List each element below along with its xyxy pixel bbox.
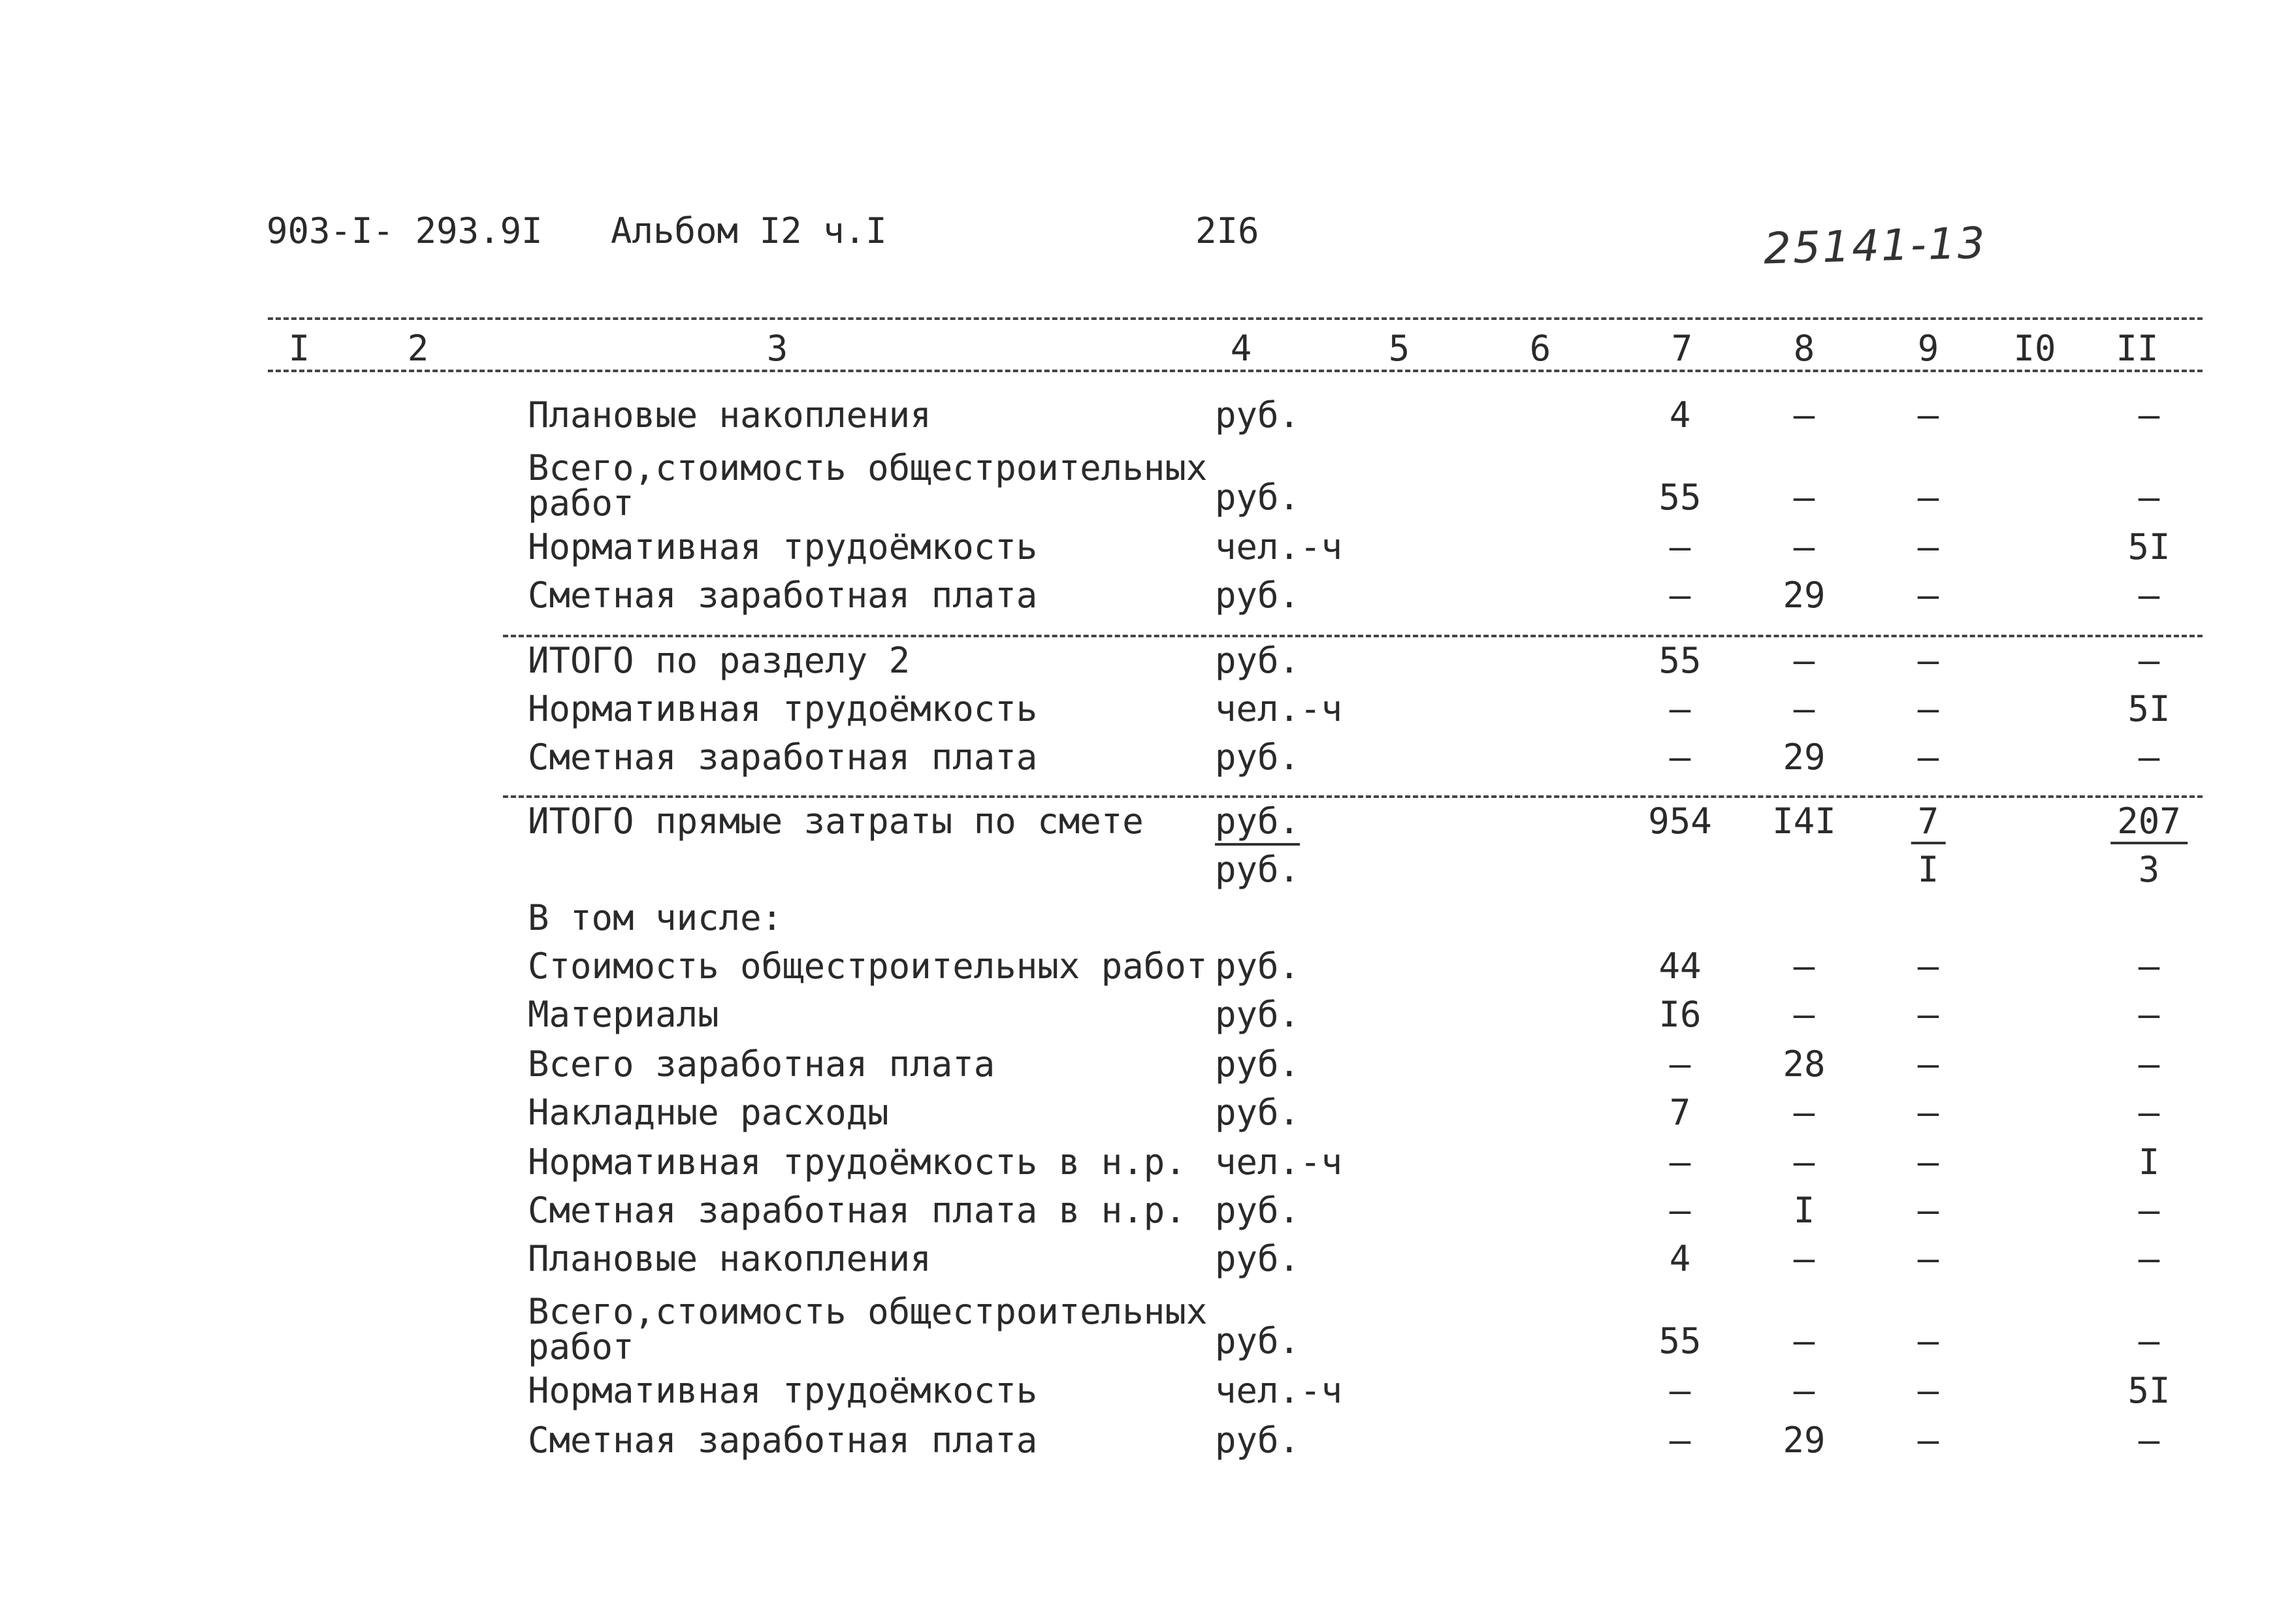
item-unit: руб. [1215, 849, 1300, 890]
section-rule [503, 635, 2203, 637]
value-col8: 28 [1783, 1043, 1826, 1085]
item-unit: руб. [1215, 477, 1300, 518]
value-col8: – [1793, 477, 1815, 518]
table-row [0, 1190, 2294, 1238]
column-number: II [2116, 328, 2159, 369]
table-row [0, 1238, 2294, 1286]
table-row [0, 849, 2294, 897]
item-unit: руб. [1215, 575, 1300, 616]
column-number: 9 [1917, 328, 1939, 369]
doc-code: 903-I- 293.9I [267, 210, 543, 251]
value-col11: 5I [2127, 688, 2171, 729]
value-col9-denominator: I [1917, 849, 1939, 890]
value-col7: – [1669, 737, 1691, 778]
item-unit: руб. [1215, 994, 1300, 1035]
column-number: I0 [2013, 328, 2056, 369]
value-col8: I4I [1772, 801, 1836, 842]
value-col7: 55 [1658, 477, 1702, 518]
table-row [0, 946, 2294, 994]
item-name: Нормативная трудоёмкость в н.р. [528, 1141, 1186, 1183]
item-unit: руб. [1215, 946, 1300, 987]
item-unit: руб. [1215, 1043, 1300, 1085]
value-col8: 29 [1783, 737, 1826, 778]
item-name-line2: работ [528, 1326, 634, 1367]
value-col7: 4 [1669, 1238, 1691, 1279]
value-col7: I6 [1658, 994, 1702, 1035]
item-name: Плановые накопления [528, 1238, 931, 1279]
value-col9: – [1917, 1190, 1939, 1231]
column-number: 6 [1529, 328, 1551, 369]
value-col7: – [1669, 1370, 1691, 1411]
item-name: Сметная заработная плата [528, 737, 1038, 778]
value-col8: – [1793, 994, 1815, 1035]
column-number: 2 [407, 328, 429, 369]
column-number: 8 [1793, 328, 1815, 369]
value-col9: – [1917, 477, 1939, 518]
value-col7: – [1669, 1141, 1691, 1183]
value-col11: – [2138, 640, 2160, 681]
value-col7: – [1669, 688, 1691, 729]
value-col9: – [1917, 526, 1939, 567]
item-unit: руб. [1215, 1190, 1300, 1231]
value-col9: – [1917, 394, 1939, 436]
value-col8: – [1793, 946, 1815, 987]
value-col7: – [1669, 1043, 1691, 1085]
value-col9: – [1917, 737, 1939, 778]
value-col8: 29 [1783, 1420, 1826, 1461]
item-unit: руб. [1215, 640, 1300, 681]
value-col8: – [1793, 394, 1815, 436]
value-col7: – [1669, 1420, 1691, 1461]
value-col11: – [2138, 737, 2160, 778]
item-name: Всего заработная плата [528, 1043, 995, 1085]
item-name: Накладные расходы [528, 1092, 889, 1133]
item-name: Плановые накопления [528, 394, 931, 436]
item-name [528, 447, 1208, 524]
value-col7: – [1669, 526, 1691, 567]
item-name: Нормативная трудоёмкость [528, 526, 1038, 567]
value-col8: – [1793, 1141, 1815, 1183]
table-row [0, 1370, 2294, 1418]
section-rule [503, 795, 2203, 798]
value-col7: 4 [1669, 394, 1691, 436]
value-col7: – [1669, 1190, 1691, 1231]
table-row [0, 737, 2294, 785]
item-name: Сметная заработная плата в н.р. [528, 1190, 1186, 1231]
album-label: Альбом I2 ч.I [611, 210, 887, 251]
handwritten-number: 25141-13 [1763, 217, 1988, 274]
item-unit: руб. [1215, 1320, 1300, 1361]
value-col7: 55 [1658, 1320, 1702, 1361]
value-col11: I [2138, 1141, 2160, 1183]
value-col9: – [1917, 946, 1939, 987]
value-col9: – [1917, 1420, 1939, 1461]
item-unit: чел.-ч [1215, 526, 1343, 567]
value-col11: – [2138, 477, 2160, 518]
column-number: I [288, 328, 310, 369]
table-row [0, 1420, 2294, 1468]
item-name: ИТОГО прямые затраты по смете [528, 801, 1144, 842]
header-bottom-rule [268, 370, 2203, 372]
item-name: ИТОГО по разделу 2 [528, 640, 911, 681]
table-row [0, 447, 2294, 524]
item-unit: руб. [1215, 801, 1300, 846]
value-col8: – [1793, 1320, 1815, 1361]
item-name: Материалы [528, 994, 719, 1035]
value-col11: – [2138, 394, 2160, 436]
item-unit: чел.-ч [1215, 1370, 1343, 1411]
value-col11: – [2138, 1320, 2160, 1361]
value-col7: 44 [1658, 946, 1702, 987]
table-row [0, 640, 2294, 688]
value-col11: – [2138, 1238, 2160, 1279]
table-row [0, 1291, 2294, 1367]
section-label: В том числе: [528, 897, 783, 938]
value-col9: – [1917, 575, 1939, 616]
value-col8: 29 [1783, 575, 1826, 616]
item-unit: руб. [1215, 1092, 1300, 1133]
value-col11: – [2138, 575, 2160, 616]
item-name: Нормативная трудоёмкость [528, 688, 1038, 729]
table-row [0, 801, 2294, 849]
value-col11-denominator: 3 [2138, 849, 2160, 890]
column-number: 3 [766, 328, 788, 369]
table-row [0, 394, 2294, 443]
value-col8: I [1793, 1190, 1815, 1231]
item-name [528, 1291, 1208, 1367]
column-number: 4 [1230, 328, 1252, 369]
value-col7: 7 [1669, 1092, 1691, 1133]
value-col11: – [2138, 1420, 2160, 1461]
value-col9: – [1917, 1043, 1939, 1085]
value-col11: – [2138, 946, 2160, 987]
item-unit: чел.-ч [1215, 688, 1343, 729]
value-col8: – [1793, 1238, 1815, 1279]
value-col7: – [1669, 575, 1691, 616]
item-name-line1: Всего,стоимость общестроительных [528, 447, 1208, 488]
value-col11-numerator: 207 [2110, 801, 2188, 844]
table-row [0, 526, 2294, 575]
table-row [0, 897, 2294, 946]
value-col8: – [1793, 1092, 1815, 1133]
page-number: 2I6 [1195, 210, 1259, 251]
value-col11: – [2138, 1043, 2160, 1085]
value-col9: – [1917, 1092, 1939, 1133]
value-col11: 5I [2127, 1370, 2171, 1411]
value-col8: – [1793, 526, 1815, 567]
value-col7: 55 [1658, 640, 1702, 681]
item-unit: руб. [1215, 1420, 1300, 1461]
value-col9: – [1917, 1320, 1939, 1361]
table-row [0, 994, 2294, 1042]
value-col9: – [1917, 994, 1939, 1035]
item-name: Стоимость общестроительных работ [528, 946, 1208, 987]
value-col9: – [1917, 1141, 1939, 1183]
item-unit: руб. [1215, 394, 1300, 436]
item-unit: руб. [1215, 737, 1300, 778]
table-row [0, 1092, 2294, 1140]
value-col9: – [1917, 640, 1939, 681]
header-top-rule [268, 317, 2203, 320]
value-col11: – [2138, 1092, 2160, 1133]
value-col11: – [2138, 994, 2160, 1035]
value-col9: – [1917, 688, 1939, 729]
value-col11: 5I [2127, 526, 2171, 567]
table-row [0, 1141, 2294, 1190]
value-col9: – [1917, 1370, 1939, 1411]
value-col8: – [1793, 1370, 1815, 1411]
value-col8: – [1793, 640, 1815, 681]
column-number: 5 [1388, 328, 1410, 369]
item-unit: чел.-ч [1215, 1141, 1343, 1183]
value-col9: – [1917, 1238, 1939, 1279]
table-row [0, 575, 2294, 623]
table-row [0, 688, 2294, 737]
item-unit: руб. [1215, 1238, 1300, 1279]
value-col7: 954 [1648, 801, 1712, 842]
item-name: Сметная заработная плата [528, 575, 1038, 616]
value-col9-numerator: 7 [1911, 801, 1946, 844]
value-col11: – [2138, 1190, 2160, 1231]
item-name-line2: работ [528, 483, 634, 524]
value-col8: – [1793, 688, 1815, 729]
item-name: Нормативная трудоёмкость [528, 1370, 1038, 1411]
table-row [0, 1043, 2294, 1092]
item-name-line1: Всего,стоимость общестроительных [528, 1291, 1208, 1332]
item-name: Сметная заработная плата [528, 1420, 1038, 1461]
column-number: 7 [1671, 328, 1693, 369]
